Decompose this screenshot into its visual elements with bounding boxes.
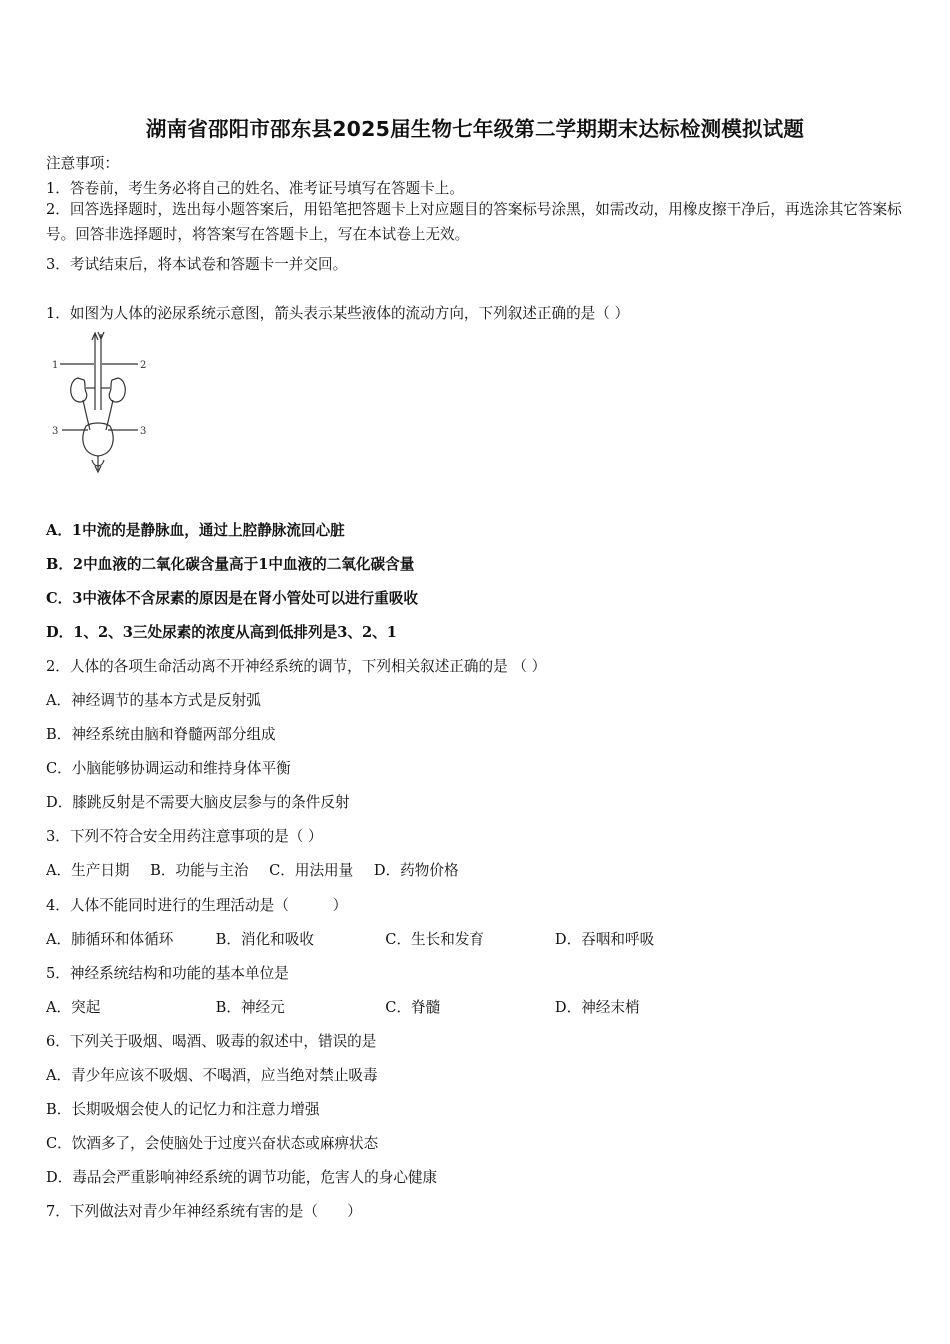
q1-stem: 1．如图为人体的泌尿系统示意图，箭头表示某些液体的流动方向，下列叙述正确的是（ ）: [46, 305, 630, 322]
q5-option-b: B．神经元: [215, 999, 285, 1016]
q5-options: [46, 996, 640, 1017]
q4-option-d: D．吞咽和呼吸: [554, 931, 655, 948]
q3-option-a: A．生产日期: [46, 862, 130, 879]
q1-option-a: A．1中流的是静脉血，通过上腔静脉流回心脏: [46, 522, 345, 539]
q1-option-d: D．1、2、3三处尿素的浓度从高到低排列是3、2、1: [46, 624, 397, 641]
q2-option-b: B．神经系统由脑和脊髓两部分组成: [46, 726, 276, 743]
q3-option-c: C．用法用量: [269, 862, 354, 879]
q2-option-d: D．膝跳反射是不需要大脑皮层参与的条件反射: [46, 794, 350, 811]
q5-option-d: D．神经末梢: [554, 999, 640, 1016]
q6-stem: 6．下列关于吸烟、喝酒、吸毒的叙述中，错误的是: [46, 1033, 377, 1050]
figure-label-3-left: 3: [52, 426, 59, 437]
q3-stem: 3．下列不符合安全用药注意事项的是（ ）: [46, 828, 323, 845]
notice-item-3: 3．考试结束后，将本试卷和答题卡一并交回。: [46, 256, 348, 273]
q4-option-c: C．生长和发育: [385, 931, 485, 948]
q3-options: [46, 859, 459, 880]
q4-option-a: A．肺循环和体循环: [46, 931, 174, 948]
exam-title: 湖南省邵阳市邵东县2025届生物七年级第二学期期末达标检测模拟试题: [145, 117, 805, 141]
q5-option-c: C．脊髓: [385, 999, 441, 1016]
notice-heading: 注意事项：: [46, 155, 119, 172]
q6-option-a: A．青少年应该不吸烟、不喝酒，应当绝对禁止吸毒: [46, 1067, 378, 1084]
q2-option-a: A．神经调节的基本方式是反射弧: [46, 692, 261, 709]
q3-option-d: D．药物价格: [373, 862, 459, 879]
figure-label-3-right: 3: [140, 426, 147, 437]
notice-item-2: 2．回答选择题时，选出每小题答案后，用铅笔把答题卡上对应题目的答案标号涂黑，如需改动，用橡皮擦干净后，再选涂其它答案标号。回答非选择题时，将答案写在答题卡上，写在本试卷上无效。: [46, 201, 902, 243]
q6-option-b: B．长期吸烟会使人的记忆力和注意力增强: [46, 1101, 320, 1118]
urinary-system-diagram: [50, 330, 154, 478]
q4-option-b: B．消化和吸收: [215, 931, 314, 948]
figure-label-1: 1: [52, 360, 59, 371]
q2-stem: 2．人体的各项生命活动离不开神经系统的调节，下列相关叙述正确的是 （ ）: [46, 658, 547, 675]
q7-stem: 7．下列做法对青少年神经系统有害的是（ ）: [46, 1203, 362, 1220]
q6-option-c: C．饮酒多了，会使脑处于过度兴奋状态或麻痹状态: [46, 1135, 379, 1152]
q4-stem: 4．人体不能同时进行的生理活动是（ ）: [46, 897, 348, 914]
figure-label-2: 2: [140, 360, 147, 371]
q5-option-a: A．突起: [46, 999, 101, 1016]
notice-item-1: 1．答卷前，考生务必将自己的姓名、准考证号填写在答题卡上。: [46, 180, 464, 197]
q6-option-d: D．毒品会严重影响神经系统的调节功能，危害人的身心健康: [46, 1169, 438, 1186]
q1-option-c: C．3中液体不含尿素的原因是在肾小管处可以进行重吸收: [46, 590, 419, 607]
q4-options: [46, 928, 654, 949]
q1-option-b: B．2中血液的二氧化碳含量高于1中血液的二氧化碳含量: [46, 556, 415, 573]
q5-stem: 5．神经系统结构和功能的基本单位是: [46, 965, 289, 982]
q3-option-b: B．功能与主治: [150, 862, 249, 879]
q2-option-c: C．小脑能够协调运动和维持身体平衡: [46, 760, 291, 777]
